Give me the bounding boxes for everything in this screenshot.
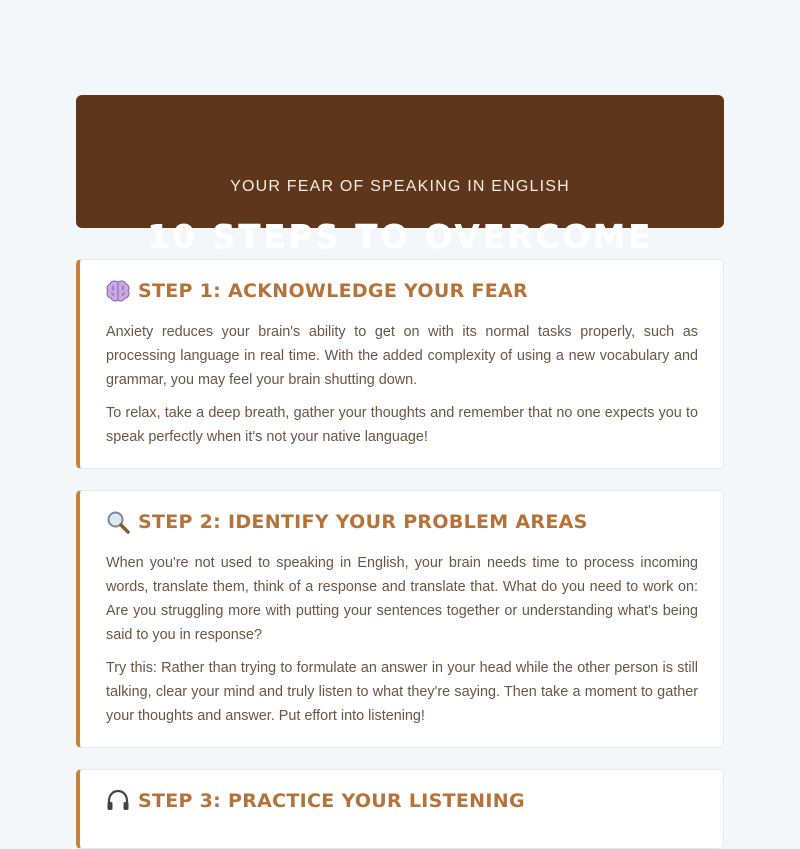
step-paragraph: To relax, take a deep breath, gather your thoughts and remember that no one expects you to speak perfectly when it's not your native language!: [106, 405, 698, 445]
step-card-2: [76, 490, 724, 748]
step-card-1: [76, 259, 724, 469]
step-card-3: [76, 769, 724, 849]
step-heading: [106, 278, 698, 304]
headphones-icon: [106, 789, 130, 813]
step-paragraph: Try this: Rather than trying to formulate an answer in your head while the other person is still talking, clear your mind and truly listen to what they're saying. Then take a moment to gather your thoughts and answer. Put effort into listening!: [106, 660, 698, 724]
step-heading: [106, 509, 698, 535]
page-header: [76, 95, 724, 256]
step-paragraph: Anxiety reduces your brain's ability to get on with its normal tasks properly, such as processing language in real time. With the added complexity of using a new vocabulary and grammar, you may feel your brain shutting down.: [106, 324, 698, 388]
step-title: STEP 2: IDENTIFY YOUR PROBLEM AREAS: [138, 511, 588, 533]
magnifier-icon: [106, 510, 130, 534]
step-title: STEP 3: PRACTICE YOUR LISTENING: [138, 790, 525, 812]
step-heading: [106, 788, 698, 814]
page-subtitle: YOUR FEAR OF SPEAKING IN ENGLISH: [230, 178, 570, 195]
step-title: STEP 1: ACKNOWLEDGE YOUR FEAR: [138, 280, 528, 302]
page-title: 10 STEPS TO OVERCOME: [146, 217, 654, 256]
brain-icon: [106, 279, 130, 303]
step-paragraph: When you're not used to speaking in English, your brain needs time to process incoming words, translate them, think of a response and translate that. What do you need to work on: Are you struggling more with putting your sentences together or understanding what's being said to you in response?: [106, 555, 698, 643]
